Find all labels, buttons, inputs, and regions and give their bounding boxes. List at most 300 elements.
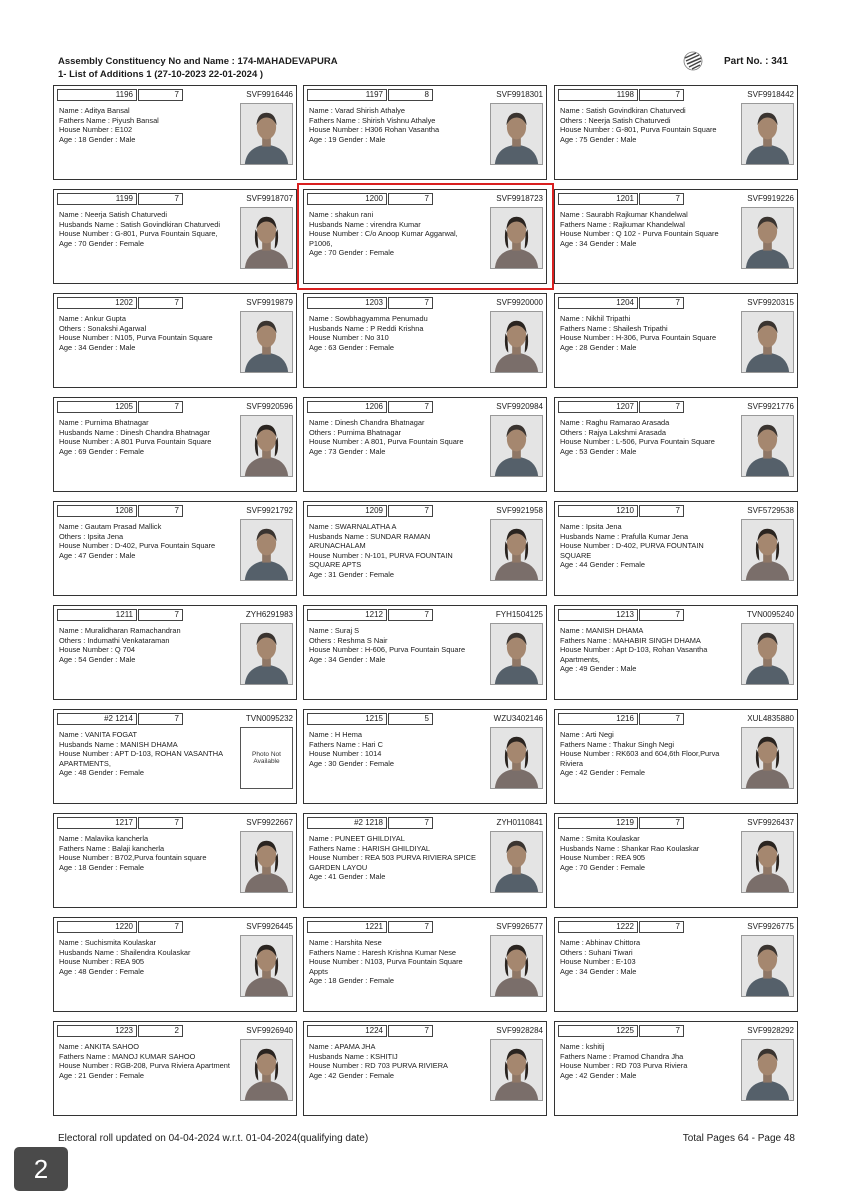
relative-name: Husbands Name : MANISH DHAMA <box>59 739 178 749</box>
voter-details <box>59 730 231 778</box>
voter-photo <box>490 1039 543 1101</box>
voter-photo <box>240 1039 293 1101</box>
epic-id: TVN0095232 <box>245 714 293 723</box>
section-number: 7 <box>138 609 183 621</box>
section-number: 7 <box>639 817 684 829</box>
voter-name: Name : Suraj S <box>309 626 360 635</box>
voter-photo <box>240 207 293 269</box>
voter-card <box>303 917 547 1012</box>
age-gender: Age : 41 Gender : Male <box>309 872 386 882</box>
relative-name: Husbands Name : Satish Govindkiran Chaturvedi <box>59 219 221 229</box>
epic-id: XUL4835880 <box>747 714 794 723</box>
page-number-badge[interactable]: 2 <box>14 1147 68 1191</box>
serial-number: #2 1218 <box>307 817 387 829</box>
section-number: 7 <box>639 1025 684 1037</box>
list-subtitle: 1- List of Additions 1 (27-10-2023 22-01-2024 ) <box>58 69 264 80</box>
voter-card <box>303 709 547 804</box>
voter-name: Name : MANISH DHAMA <box>560 626 644 635</box>
section-number: 7 <box>388 193 433 205</box>
section-number: 7 <box>639 505 684 517</box>
voter-card <box>554 813 798 908</box>
age-gender: Age : 18 Gender : Female <box>59 862 145 872</box>
voter-photo <box>741 727 794 789</box>
voter-photo <box>240 831 293 893</box>
voter-details <box>309 1042 481 1080</box>
epic-id: SVF9926775 <box>747 922 794 931</box>
voter-card <box>554 709 798 804</box>
relative-name: Husbands Name : Prafulla Kumar Jena <box>560 531 689 541</box>
voter-name: Name : Arti Negi <box>560 730 614 739</box>
epic-id: SVF9928292 <box>747 1026 794 1035</box>
serial-number: 1201 <box>558 193 638 205</box>
voter-photo <box>490 519 543 581</box>
house-number: House Number : APT D-103, ROHAN VASANTHA APARTMENTS, <box>59 749 223 768</box>
voter-details <box>560 418 732 456</box>
house-number: House Number : Apt D-103, Rohan Vasantha Apartments, <box>560 645 708 664</box>
relative-name: Others : Suhani Tiwari <box>560 947 633 957</box>
voter-details <box>560 522 732 570</box>
age-gender: Age : 73 Gender : Male <box>309 446 386 456</box>
epic-id: SVF9918301 <box>496 90 543 99</box>
epic-id: SVF9926577 <box>496 922 543 931</box>
voter-details <box>560 106 732 144</box>
serial-number: 1215 <box>307 713 387 725</box>
epic-id: SVF5729538 <box>747 506 794 515</box>
voter-name: Name : Harshita Nese <box>309 938 382 947</box>
serial-number: 1203 <box>307 297 387 309</box>
voter-photo <box>490 935 543 997</box>
age-gender: Age : 75 Gender : Male <box>560 134 637 144</box>
voter-name: Name : Ipsita Jena <box>560 522 622 531</box>
serial-number: 1213 <box>558 609 638 621</box>
relative-name: Others : Rajya Lakshmi Arasada <box>560 427 666 437</box>
serial-number: 1197 <box>307 89 387 101</box>
age-gender: Age : 28 Gender : Male <box>560 342 637 352</box>
photo-placeholder-line1: Photo Not <box>252 751 281 758</box>
relative-name: Fathers Name : Shailesh Tripathi <box>560 323 668 333</box>
house-number: House Number : 1014 <box>309 749 382 759</box>
voter-details <box>59 1042 231 1080</box>
voter-card <box>303 813 547 908</box>
voter-name: Name : shakun rani <box>309 210 374 219</box>
voter-photo <box>490 103 543 165</box>
serial-number: 1208 <box>57 505 137 517</box>
epic-id: SVF9918723 <box>496 194 543 203</box>
voter-name: Name : Nikhil Tripathi <box>560 314 631 323</box>
voter-card <box>303 501 547 596</box>
serial-number: 1204 <box>558 297 638 309</box>
voter-card <box>53 605 297 700</box>
serial-number: 1217 <box>57 817 137 829</box>
serial-number: 1221 <box>307 921 387 933</box>
epic-id: SVF9920984 <box>496 402 543 411</box>
epic-id: SVF9920596 <box>246 402 293 411</box>
voter-photo <box>240 311 293 373</box>
voter-details <box>59 522 231 560</box>
serial-number: 1222 <box>558 921 638 933</box>
age-gender: Age : 47 Gender : Male <box>59 550 136 560</box>
serial-number: 1216 <box>558 713 638 725</box>
age-gender: Age : 69 Gender : Female <box>59 446 145 456</box>
voter-photo <box>741 1039 794 1101</box>
house-number: House Number : G-801, Purva Fountain Square <box>560 125 717 135</box>
age-gender: Age : 18 Gender : Female <box>309 976 395 986</box>
age-gender: Age : 54 Gender : Male <box>59 654 136 664</box>
voter-photo <box>741 103 794 165</box>
serial-number: 1219 <box>558 817 638 829</box>
serial-number: 1225 <box>558 1025 638 1037</box>
relative-name: Fathers Name : Balaji kancherla <box>59 843 165 853</box>
house-number: House Number : H306 Rohan Vasantha <box>309 125 440 135</box>
relative-name: Others : Neerja Satish Chaturvedi <box>560 115 671 125</box>
relative-name: Husbands Name : P Reddi Krishna <box>309 323 424 333</box>
age-gender: Age : 70 Gender : Female <box>309 248 395 258</box>
age-gender: Age : 21 Gender : Female <box>59 1070 145 1080</box>
voter-name: Name : Aditya Bansal <box>59 106 130 115</box>
voter-card <box>554 917 798 1012</box>
relative-name: Husbands Name : SUNDAR RAMAN ARUNACHALAM <box>309 531 431 551</box>
voter-details <box>560 210 732 248</box>
voter-name: Name : Sowbhagyamma Penumadu <box>309 314 428 323</box>
age-gender: Age : 48 Gender : Female <box>59 768 145 778</box>
voter-photo <box>240 103 293 165</box>
section-number: 7 <box>138 713 183 725</box>
voter-card <box>554 501 798 596</box>
section-number: 7 <box>388 401 433 413</box>
house-number: House Number : L-506, Purva Fountain Square <box>560 437 715 447</box>
house-number: House Number : RK603 and 604,6th Floor,Purva Riviera <box>560 749 720 768</box>
voter-name: Name : ANKITA SAHOO <box>59 1042 139 1051</box>
voter-photo <box>741 311 794 373</box>
section-number: 7 <box>138 921 183 933</box>
voter-card <box>53 85 297 180</box>
voter-photo <box>490 415 543 477</box>
voter-details <box>59 938 231 976</box>
house-number: House Number : RD 703 PURVA RIVIERA <box>309 1061 448 1071</box>
epic-id: SVF9919226 <box>747 194 794 203</box>
voter-card <box>303 293 547 388</box>
age-gender: Age : 42 Gender : Female <box>560 768 646 778</box>
section-number: 8 <box>388 89 433 101</box>
voter-name: Name : Malavika kancherla <box>59 834 149 843</box>
voter-name: Name : Purnima Bhatnagar <box>59 418 149 427</box>
voter-name: Name : Dinesh Chandra Bhatnagar <box>309 418 425 427</box>
house-number: House Number : N105, Purva Fountain Square <box>59 333 213 343</box>
section-number: 7 <box>138 297 183 309</box>
serial-number: 1211 <box>57 609 137 621</box>
epic-id: SVF9928284 <box>496 1026 543 1035</box>
relative-name: Others : Indumathi Venkataraman <box>59 635 170 645</box>
epic-id: SVF9920315 <box>747 298 794 307</box>
epic-id: SVF9918707 <box>246 194 293 203</box>
election-commission-logo-icon <box>682 50 704 72</box>
voter-card <box>53 813 297 908</box>
voter-card <box>554 189 798 284</box>
age-gender: Age : 34 Gender : Male <box>59 342 136 352</box>
voter-card <box>53 293 297 388</box>
age-gender: Age : 34 Gender : Male <box>309 654 386 664</box>
voter-photo <box>741 519 794 581</box>
voter-card <box>303 605 547 700</box>
part-number: Part No. : 341 <box>724 56 788 67</box>
voter-details <box>309 106 481 144</box>
house-number: House Number : H-606, Purva Fountain Square <box>309 645 466 655</box>
house-number: House Number : RD 703 Purva Riviera <box>560 1061 688 1071</box>
epic-id: SVF9919879 <box>246 298 293 307</box>
serial-number: 1202 <box>57 297 137 309</box>
voter-details <box>59 106 231 144</box>
section-number: 7 <box>388 505 433 517</box>
house-number: House Number : REA 905 <box>59 957 145 967</box>
age-gender: Age : 63 Gender : Female <box>309 342 395 352</box>
house-number: House Number : Q 102 - Purva Fountain Square <box>560 229 719 239</box>
voter-card <box>303 85 547 180</box>
voter-card <box>554 85 798 180</box>
serial-number: 1220 <box>57 921 137 933</box>
voter-details <box>309 938 481 986</box>
voter-details <box>560 314 732 352</box>
section-number: 7 <box>138 89 183 101</box>
voter-details <box>560 626 732 674</box>
voter-photo <box>240 623 293 685</box>
epic-id: FYH1504125 <box>495 610 543 619</box>
age-gender: Age : 49 Gender : Male <box>560 664 637 674</box>
age-gender: Age : 34 Gender : Male <box>560 238 637 248</box>
serial-number: 1206 <box>307 401 387 413</box>
voter-photo <box>240 935 293 997</box>
house-number: House Number : REA 503 PURVA RIVIERA SPICE GARDEN LAYOU <box>309 853 476 872</box>
voter-details <box>59 834 231 872</box>
voter-card <box>554 293 798 388</box>
section-number: 5 <box>388 713 433 725</box>
section-number: 7 <box>639 609 684 621</box>
section-number: 7 <box>388 1025 433 1037</box>
voter-photo <box>490 207 543 269</box>
voter-name: Name : Ankur Gupta <box>59 314 126 323</box>
serial-number: 1207 <box>558 401 638 413</box>
voter-name: Name : Gautam Prasad Mallick <box>59 522 162 531</box>
voter-card <box>554 1021 798 1116</box>
epic-id: SVF9916446 <box>246 90 293 99</box>
relative-name: Fathers Name : HARISH GHILDIYAL <box>309 843 431 853</box>
house-number: House Number : G-801, Purva Fountain Square, <box>59 229 218 239</box>
serial-number: 1198 <box>558 89 638 101</box>
epic-id: SVF9926437 <box>747 818 794 827</box>
epic-id: ZYH0110841 <box>496 818 543 827</box>
house-number: House Number : A 801 Purva Fountain Square <box>59 437 212 447</box>
relative-name: Fathers Name : Rajkumar Khandelwal <box>560 219 685 229</box>
section-number: 7 <box>639 89 684 101</box>
relative-name: Husbands Name : Dinesh Chandra Bhatnagar <box>59 427 210 437</box>
voter-details <box>560 938 732 976</box>
voter-photo <box>490 831 543 893</box>
voter-details <box>309 522 481 580</box>
section-number: 7 <box>639 297 684 309</box>
voter-details <box>59 314 231 352</box>
house-number: House Number : REA 905 <box>560 853 646 863</box>
photo-placeholder-line2: Available <box>253 758 280 765</box>
section-number: 7 <box>138 817 183 829</box>
section-number: 7 <box>388 921 433 933</box>
voter-photo <box>490 311 543 373</box>
age-gender: Age : 42 Gender : Female <box>309 1070 395 1080</box>
house-number: House Number : D-402, Purva Fountain Square <box>59 541 216 551</box>
house-number: House Number : N103, Purva Fountain Square Appts <box>309 957 463 976</box>
footer-update-note: Electoral roll updated on 04-04-2024 w.r.t. 01-04-2024(qualifying date) <box>58 1133 369 1144</box>
photo-not-available <box>240 727 293 789</box>
serial-number: 1210 <box>558 505 638 517</box>
epic-id: TVN0095240 <box>746 610 794 619</box>
serial-number: 1224 <box>307 1025 387 1037</box>
age-gender: Age : 48 Gender : Female <box>59 966 145 976</box>
voter-card <box>303 1021 547 1116</box>
section-number: 7 <box>639 401 684 413</box>
voter-details <box>59 210 231 248</box>
epic-id: ZYH6291983 <box>245 610 293 619</box>
house-number: House Number : H-306, Purva Fountain Square <box>560 333 717 343</box>
section-number: 7 <box>388 817 433 829</box>
voter-details <box>560 730 732 778</box>
house-number: House Number : B702,Purva fountain square <box>59 853 207 863</box>
voter-name: Name : Smita Koulaskar <box>560 834 640 843</box>
voter-card <box>554 397 798 492</box>
voter-photo <box>240 415 293 477</box>
age-gender: Age : 70 Gender : Female <box>59 238 145 248</box>
voter-details <box>560 1042 732 1080</box>
voter-photo <box>741 415 794 477</box>
relative-name: Fathers Name : Haresh Krishna Kumar Nese <box>309 947 457 957</box>
house-number: House Number : E-103 <box>560 957 636 967</box>
house-number: House Number : E102 <box>59 125 133 135</box>
page-header <box>58 56 798 84</box>
relative-name: Husbands Name : Shailendra Koulaskar <box>59 947 191 957</box>
voter-details <box>309 210 481 258</box>
house-number: House Number : No 310 <box>309 333 389 343</box>
relative-name: Fathers Name : Pramod Chandra Jha <box>560 1051 684 1061</box>
voter-details <box>59 626 231 664</box>
voter-card <box>53 709 297 804</box>
relative-name: Fathers Name : Hari C <box>309 739 383 749</box>
voter-name: Name : Abhinav Chittora <box>560 938 641 947</box>
age-gender: Age : 44 Gender : Female <box>560 560 646 570</box>
voter-name: Name : VANITA FOGAT <box>59 730 138 739</box>
section-number: 2 <box>138 1025 183 1037</box>
voter-name: Name : Neerja Satish Chaturvedi <box>59 210 168 219</box>
voter-name: Name : H Hema <box>309 730 362 739</box>
age-gender: Age : 53 Gender : Male <box>560 446 637 456</box>
relative-name: Fathers Name : Shirish Vishnu Athalye <box>309 115 436 125</box>
voter-card <box>53 501 297 596</box>
voter-name: Name : kshitij <box>560 1042 605 1051</box>
voter-card <box>554 605 798 700</box>
epic-id: WZU3402146 <box>493 714 543 723</box>
serial-number: 1205 <box>57 401 137 413</box>
voter-name: Name : Muralidharan Ramachandran <box>59 626 181 635</box>
section-number: 7 <box>138 401 183 413</box>
serial-number: #2 1214 <box>57 713 137 725</box>
house-number: House Number : Q 704 <box>59 645 135 655</box>
voter-card <box>53 397 297 492</box>
voter-name: Name : Satish Govindkiran Chaturvedi <box>560 106 686 115</box>
voter-card <box>303 189 547 284</box>
relative-name: Fathers Name : Thakur Singh Negi <box>560 739 675 749</box>
voter-name: Name : SWARNALATHA A <box>309 522 397 531</box>
age-gender: Age : 30 Gender : Female <box>309 758 395 768</box>
voter-details <box>309 314 481 352</box>
serial-number: 1212 <box>307 609 387 621</box>
section-number: 7 <box>138 193 183 205</box>
voter-card <box>53 917 297 1012</box>
epic-id: SVF9926445 <box>246 922 293 931</box>
relative-name: Husbands Name : virendra Kumar <box>309 219 421 229</box>
age-gender: Age : 70 Gender : Female <box>560 862 646 872</box>
serial-number: 1223 <box>57 1025 137 1037</box>
voter-details <box>309 834 481 882</box>
voter-photo <box>741 623 794 685</box>
voter-name: Name : APAMA JHA <box>309 1042 376 1051</box>
age-gender: Age : 19 Gender : Male <box>309 134 386 144</box>
house-number: House Number : A 801, Purva Fountain Square <box>309 437 464 447</box>
serial-number: 1196 <box>57 89 137 101</box>
voter-photo <box>490 727 543 789</box>
section-number: 7 <box>388 609 433 621</box>
voter-card <box>303 397 547 492</box>
relative-name: Others : Reshma S Nair <box>309 635 388 645</box>
epic-id: SVF9921792 <box>246 506 293 515</box>
section-number: 7 <box>388 297 433 309</box>
house-number: House Number : D-402, PURVA FOUNTAIN SQUARE <box>560 541 704 560</box>
age-gender: Age : 42 Gender : Male <box>560 1070 637 1080</box>
voter-photo <box>741 935 794 997</box>
epic-id: SVF9918442 <box>747 90 794 99</box>
section-number: 7 <box>639 193 684 205</box>
epic-id: SVF9922667 <box>246 818 293 827</box>
voter-details <box>309 626 481 664</box>
relative-name: Fathers Name : Piyush Bansal <box>59 115 159 125</box>
voter-details <box>309 418 481 456</box>
serial-number: 1199 <box>57 193 137 205</box>
epic-id: SVF9921958 <box>496 506 543 515</box>
relative-name: Husbands Name : Shankar Rao Koulaskar <box>560 843 700 853</box>
age-gender: Age : 34 Gender : Male <box>560 966 637 976</box>
voter-name: Name : PUNEET GHILDIYAL <box>309 834 405 843</box>
voter-photo <box>240 519 293 581</box>
voter-name: Name : Raghu Ramarao Arasada <box>560 418 670 427</box>
voter-photo <box>741 207 794 269</box>
epic-id: SVF9921776 <box>747 402 794 411</box>
section-number: 7 <box>138 505 183 517</box>
serial-number: 1209 <box>307 505 387 517</box>
age-gender: Age : 31 Gender : Female <box>309 569 395 579</box>
voter-card <box>53 1021 297 1116</box>
voter-name: Name : Varad Shirish Athalye <box>309 106 405 115</box>
constituency-title: Assembly Constituency No and Name : 174-MAHADEVAPURA <box>58 56 338 67</box>
footer-page-info: Total Pages 64 - Page 48 <box>682 1133 795 1144</box>
relative-name: Others : Sonakshi Agarwal <box>59 323 147 333</box>
section-number: 7 <box>639 713 684 725</box>
house-number: House Number : C/o Anoop Kumar Aggarwal, P1006, <box>309 229 458 248</box>
age-gender: Age : 18 Gender : Male <box>59 134 136 144</box>
house-number: House Number : RGB-208, Purva Riviera Apartment <box>59 1061 230 1071</box>
voter-details <box>560 834 732 872</box>
relative-name: Fathers Name : MANOJ KUMAR SAHOO <box>59 1051 196 1061</box>
relative-name: Others : Purnima Bhatnagar <box>309 427 402 437</box>
voter-photo <box>741 831 794 893</box>
voter-name: Name : Suchismita Koulaskar <box>59 938 156 947</box>
serial-number: 1200 <box>307 193 387 205</box>
epic-id: SVF9926940 <box>246 1026 293 1035</box>
relative-name: Husbands Name : KSHITIJ <box>309 1051 398 1061</box>
